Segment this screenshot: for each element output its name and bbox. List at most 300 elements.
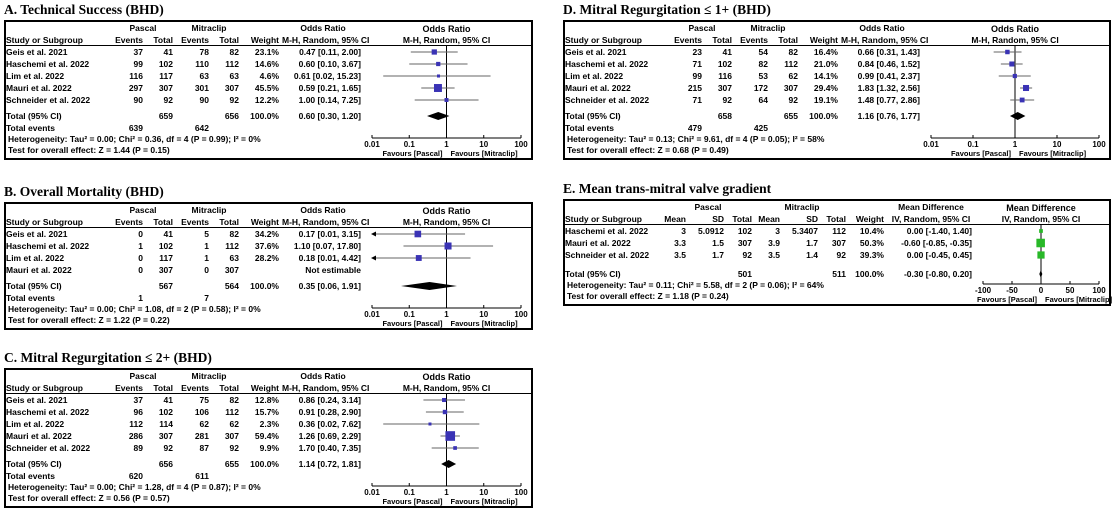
study-row-cell: 0 [204,265,209,275]
study-row-cell: Schneider et al. 2022 [6,443,91,453]
study-row-cell: 99 [133,59,143,69]
study-row-cell: 41 [163,229,173,239]
group-header-row-cell [849,201,887,213]
study-row-cell: 64 [758,95,768,105]
study-row-cell: 1.83 [1.32, 2.56] [857,83,920,93]
study-row-cell: 0.59 [0.21, 1.65] [298,83,361,93]
study-row-cell: 1.7 [806,238,818,248]
study-row-cell: 114 [159,419,173,429]
effect-square [415,231,422,238]
study-row-cell: 0.61 [0.02, 15.23] [293,71,361,81]
effect-square [428,423,431,426]
study-row-cell: 1 [204,241,209,251]
study-row-cell: Haschemi et al. 2022 [565,59,649,69]
total-row-cell: 656 [158,459,173,469]
panel-title-E: E. Mean trans-mitral valve gradient [563,181,772,196]
study-row-cell: 3.3 [674,238,686,248]
study-row-cell: 90 [133,95,143,105]
overall-effect-text: Test for overall effect: Z = 1.44 (P = 0.15) [8,145,170,155]
total-events-row-cell [242,292,282,304]
total-row-cell: 655 [224,459,239,469]
group-header-row-cell [565,22,669,34]
study-row-cell: 14.6% [254,59,279,69]
study-row-cell: Lim et al. 2022 [6,419,65,429]
effect-square [442,398,446,402]
total-row-cell [110,110,146,122]
study-row-cell: 71 [692,95,702,105]
study-row-cell: 4.6% [259,71,279,81]
group-header-row-cell: Odds Ratio [300,23,346,33]
study-row-cell: 50.3% [859,238,884,248]
column-header-row-cell: M-H, Random, 95% CI [282,383,370,393]
plot-method-header: M-H, Random, 95% CI [402,35,491,45]
study-row-cell: 5.3407 [792,226,818,236]
study-row-cell: 5 [204,229,209,239]
plot-method-header: M-H, Random, 95% CI [971,35,1059,45]
total-row-cell [661,268,689,280]
column-header-row-cell: Total [153,383,173,393]
study-row-cell: 82 [758,59,768,69]
total-row-cell: 100.0% [250,281,279,291]
panel-title-B: B. Overall Mortality (BHD) [4,184,164,199]
total-row-cell: 0.60 [0.30, 1.20] [298,111,361,121]
study-row-cell: 112 [225,241,239,251]
study-row-cell: 3.5 [768,250,780,260]
study-row-cell: 9.9% [259,443,279,453]
total-events-row-cell [282,292,364,304]
total-row-cell: 1.14 [0.72, 1.81] [298,459,361,469]
total-events-row-cell: 7 [204,293,209,303]
study-row-cell: 0.60 [0.10, 3.67] [298,59,361,69]
study-row-cell: 110 [195,59,209,69]
forest-panel-box-A [4,20,533,160]
study-row-cell: 1.7 [712,250,724,260]
group-header-row-cell [6,204,110,216]
summary-diamond [1039,270,1042,278]
study-row-cell: 1 [204,253,209,263]
axis-tick-label: 100 [514,140,528,149]
column-header-row-cell: Events [181,217,209,227]
axis-tick-label: 0.1 [403,310,415,319]
study-row-cell: 1.4 [806,250,818,260]
study-row-cell: 89 [133,443,143,453]
forest-plot [364,370,535,506]
study-row-cell: 0.86 [0.24, 3.14] [298,395,361,405]
study-row-cell: 116 [718,71,732,81]
favours-left-label: Favours [Pascal] [382,319,443,328]
plot-effect-header: Odds Ratio [422,24,471,34]
study-row-cell: 0.00 [-0.45, 0.45] [906,250,972,260]
study-row-cell: 99 [692,71,702,81]
study-row-cell: 0.84 [0.46, 1.52] [857,59,920,69]
study-row-cell: 75 [199,395,209,405]
effect-square [1005,50,1009,54]
study-row-cell: 2.3% [259,419,279,429]
study-row-cell: 12.8% [254,395,279,405]
column-header-row-cell: SD [712,214,724,224]
study-row-cell: 3 [775,226,780,236]
study-row-cell: 1.5 [712,238,724,248]
column-header-row-cell: Weight [809,35,838,45]
total-events-row-cell: 425 [753,123,768,133]
panel-A [4,2,533,160]
study-row-cell: 112 [784,59,798,69]
study-row-cell: 92 [229,95,239,105]
column-header-row-cell: Total [219,35,239,45]
study-row-cell: 112 [225,59,239,69]
group-header-row-cell: Odds Ratio [859,23,905,33]
study-row-cell: Mauri et al. 2022 [6,83,72,93]
column-header-row-cell: Events [181,383,209,393]
summary-diamond [1010,112,1025,120]
total-row-cell: 655 [783,111,798,121]
group-header-row-cell [242,22,282,34]
total-row-cell [689,268,727,280]
favours-left-label: Favours [Pascal] [976,295,1037,304]
column-header-row-cell: Events [674,35,702,45]
plot-method-header: M-H, Random, 95% CI [402,217,491,227]
column-header-row-cell: IV, Random, 95% CI [891,214,971,224]
study-row-cell: 19.1% [813,95,838,105]
column-header-row-cell: Total [826,214,846,224]
study-row-cell: 62 [199,419,209,429]
study-row-cell: 112 [225,407,239,417]
study-row-cell: 307 [158,265,173,275]
group-header-row-cell: Mean Difference [898,202,964,212]
study-row-cell: 116 [129,71,143,81]
total-row-cell [110,458,146,470]
column-header-row-cell: Study or Subgroup [6,217,83,227]
study-row-cell: Haschemi et al. 2022 [6,59,90,69]
favours-left-label: Favours [Pascal] [382,497,443,506]
summary-diamond [441,460,456,468]
study-row-cell: 92 [742,250,752,260]
total-events-row-cell: Total events [6,471,55,481]
study-row-cell: 0 [138,229,143,239]
group-header-row-cell: Pascal [129,205,157,215]
study-row-cell: 1.70 [0.40, 7.35] [298,443,361,453]
favours-left-label: Favours [Pascal] [950,149,1011,158]
effect-square [1020,98,1025,103]
total-events-row-cell: Total events [6,123,55,133]
panel-title-D: D. Mitral Regurgitation ≤ 1+ (BHD) [563,2,771,17]
total-events-row-cell: 620 [128,471,143,481]
study-row-cell: 82 [229,395,239,405]
study-row-cell: 307 [224,265,239,275]
study-row-cell: 14.1% [813,71,838,81]
total-events-row-cell: 611 [195,471,209,481]
study-row-cell: 102 [158,59,173,69]
study-row-cell: 102 [717,59,732,69]
study-row-cell: Lim et al. 2022 [6,253,65,263]
total-row-cell [176,458,212,470]
group-header-row-cell [565,201,661,213]
study-row-cell: 21.0% [813,59,838,69]
heterogeneity-text: Heterogeneity: Tau² = 0.00; Chi² = 1.08, df = 2 (P = 0.58); I² = 0% [8,304,261,314]
total-events-row-cell [146,470,176,482]
panel-E [563,181,1111,306]
column-header-row-cell: Total [732,214,752,224]
favours-right-label: Favours [Mitraclip] [1045,295,1113,304]
study-row-cell: 71 [692,59,702,69]
study-row-cell: 41 [163,47,173,57]
study-row-cell: 1.10 [0.07, 17.80] [293,241,361,251]
total-row-cell [755,268,783,280]
total-events-row-cell [212,122,242,134]
group-header-row-cell [6,22,110,34]
study-row-cell: 82 [229,47,239,57]
study-row-cell: Not estimable [305,265,361,275]
study-row-cell: 23.1% [254,47,279,57]
column-header-row-cell: Study or Subgroup [565,35,642,45]
effect-square [443,410,447,414]
study-row-cell: 117 [159,71,173,81]
favours-right-label: Favours [Mitraclip] [450,319,518,328]
total-row-cell: 511 [832,269,846,279]
group-header-row-cell: Mitraclip [750,23,786,33]
total-row-cell: 659 [158,111,173,121]
study-row-cell: Haschemi et al. 2022 [565,226,649,236]
study-row-cell: 37.6% [254,241,279,251]
column-header-row-cell: Total [153,35,173,45]
total-events-row-cell [705,122,735,134]
plot-effect-header: Odds Ratio [422,372,471,382]
total-events-row-cell [242,470,282,482]
total-row-cell [783,268,821,280]
column-header-row-cell: Weight [250,217,279,227]
study-row-cell: 92 [163,443,173,453]
axis-tick-label: 100 [514,488,528,497]
heterogeneity-text: Heterogeneity: Tau² = 0.13; Chi² = 9.61, df = 4 (P = 0.05); I² = 58% [567,134,825,144]
group-header-row-cell: Pascal [129,23,157,33]
column-header-row-cell: SD [806,214,818,224]
total-events-row-cell [212,470,242,482]
axis-tick-label: 10 [479,140,489,149]
axis-tick-label: 10 [479,310,489,319]
study-row-cell: 23 [692,47,702,57]
effect-square [437,74,440,77]
favours-left-label: Favours [Pascal] [382,149,443,158]
forest-plot [975,201,1113,304]
study-row-cell: 3.9 [768,238,780,248]
study-row-cell: 102 [158,241,173,251]
favours-right-label: Favours [Mitraclip] [450,149,518,158]
column-header-row-cell: M-H, Random, 95% CI [841,35,929,45]
study-row-cell: 92 [722,95,732,105]
study-row-cell: 0.36 [0.02, 7.62] [298,419,361,429]
axis-tick-label: 0 [1038,286,1044,295]
heterogeneity-text: Heterogeneity: Tau² = 0.11; Chi² = 5.58, df = 2 (P = 0.06); I² = 64% [567,280,824,290]
study-row-cell [242,264,282,276]
total-row-cell: 564 [224,281,239,291]
study-row-cell: Geis et al. 2021 [6,47,68,57]
axis-tick-label: 0.1 [403,488,415,497]
study-row-cell: 41 [163,395,173,405]
study-row-cell: 34.2% [254,229,279,239]
favours-right-label: Favours [Mitraclip] [450,497,518,506]
study-row-cell: 1.48 [0.77, 2.86] [857,95,920,105]
study-row-cell: 117 [159,253,173,263]
column-header-row-cell: Total [219,383,239,393]
effect-square [453,446,457,450]
total-events-row-cell [212,292,242,304]
study-row-cell: 0.00 [-1.40, 1.40] [906,226,972,236]
axis-tick-label: 100 [514,310,528,319]
study-row-cell: 39.3% [859,250,884,260]
study-row-cell: Mauri et al. 2022 [565,238,631,248]
total-events-row-cell [146,122,176,134]
study-row-cell: 54 [758,47,768,57]
total-row-cell: 501 [737,269,752,279]
study-row-cell: 172 [753,83,768,93]
axis-tick-label: 0.01 [923,140,939,149]
total-row-cell: 656 [224,111,239,121]
study-row-cell: Schneider et al. 2022 [565,95,650,105]
axis-tick-label: 1 [444,310,449,319]
study-row-cell: 102 [737,226,752,236]
study-row-cell: 87 [199,443,209,453]
study-row-cell: 82 [788,47,798,57]
study-row-cell: 10.4% [859,226,884,236]
study-row-cell: 307 [224,83,239,93]
study-row-cell: 59.4% [254,431,279,441]
total-row-cell: Total (95% CI) [6,111,62,121]
axis-tick-label: 100 [1092,286,1106,295]
plot-method-header: IV, Random, 95% CI [1001,214,1081,224]
total-events-row-cell [282,470,364,482]
column-header-row-cell: Total [219,217,239,227]
total-row-cell [176,110,212,122]
column-header-row-cell: Mean [758,214,780,224]
study-row-cell: 307 [158,431,173,441]
column-header-row-cell: Total [712,35,732,45]
study-row-cell: 106 [194,407,209,417]
study-row-cell: 112 [832,226,846,236]
study-row-cell: 82 [229,229,239,239]
study-row-cell: Mauri et al. 2022 [6,431,72,441]
column-header-row-cell: Events [115,217,143,227]
axis-tick-label: 1 [444,140,449,149]
column-header-row-cell: Study or Subgroup [565,214,642,224]
total-row-cell: 1.16 [0.76, 1.77] [857,111,920,121]
effect-square [434,84,442,92]
study-row-cell: 15.7% [254,407,279,417]
column-header-row-cell: Study or Subgroup [6,383,83,393]
study-row-cell: 0.99 [0.41, 2.37] [857,71,920,81]
study-row-cell: 92 [836,250,846,260]
overall-effect-text: Test for overall effect: Z = 1.18 (P = 0.24) [567,291,729,301]
study-row-cell: 63 [229,71,239,81]
total-row-cell: 658 [717,111,732,121]
total-row-cell: 100.0% [809,111,838,121]
study-row-cell: Schneider et al. 2022 [565,250,650,260]
study-row-cell: Mauri et al. 2022 [6,265,72,275]
total-row-cell [735,110,771,122]
study-row-cell: 28.2% [254,253,279,263]
study-row-cell: 286 [128,431,143,441]
study-row-cell: Lim et al. 2022 [6,71,65,81]
study-row-cell: 5.0912 [698,226,724,236]
group-header-row-cell: Odds Ratio [300,371,346,381]
study-row-cell: 16.4% [813,47,838,57]
total-row-cell: 100.0% [250,459,279,469]
panel-B [4,184,533,330]
total-events-row-cell: 642 [194,123,209,133]
total-events-row-cell: 479 [687,123,702,133]
axis-tick-label: 100 [1092,140,1106,149]
study-row-cell: 96 [133,407,143,417]
ci-arrow-left-icon [371,232,376,237]
study-row-cell: Haschemi et al. 2022 [6,407,90,417]
total-row-cell: Total (95% CI) [565,269,621,279]
effect-square [445,431,455,441]
study-row-cell: 0.17 [0.01, 3.15] [298,229,361,239]
effect-square [1023,85,1029,91]
study-row-cell: 37 [133,47,143,57]
group-header-row-cell: Pascal [129,371,157,381]
study-row-cell: 307 [224,431,239,441]
study-row-cell: 0.91 [0.28, 2.90] [298,407,361,417]
study-row-cell: 0 [138,253,143,263]
total-events-row-cell: Total events [6,293,55,303]
column-header-row-cell: Total [778,35,798,45]
axis-tick-label: -50 [1006,286,1018,295]
study-row-cell: Geis et al. 2021 [6,229,68,239]
forest-panel-box-B [4,202,533,330]
column-header-row-cell: Events [115,35,143,45]
study-row-cell: 0.66 [0.31, 1.43] [857,47,920,57]
study-row-cell: Lim et al. 2022 [565,71,624,81]
total-events-row-cell: Total events [565,123,614,133]
column-header-row-cell: Events [740,35,768,45]
forest-plot [923,22,1113,158]
study-row-cell: 62 [229,419,239,429]
total-row-cell: 100.0% [855,269,884,279]
total-events-row-cell [146,292,176,304]
axis-tick-label: 1 [1012,140,1018,149]
study-row-cell: 92 [229,443,239,453]
effect-square [432,49,437,54]
column-header-row-cell: Weight [250,35,279,45]
group-header-row-cell: Mitraclip [191,371,227,381]
study-row-cell: 45.5% [254,83,279,93]
total-events-row-cell [841,122,923,134]
axis-tick-label: 1 [444,488,449,497]
study-row-cell: 0.18 [0.01, 4.42] [298,253,361,263]
study-row-cell: Geis et al. 2021 [6,395,68,405]
study-row-cell: 92 [788,95,798,105]
favours-right-label: Favours [Mitraclip] [1019,149,1087,158]
study-row-cell: 281 [194,431,209,441]
total-row-cell: Total (95% CI) [6,459,62,469]
effect-square [416,255,422,261]
column-header-row-cell: Mean [664,214,686,224]
study-row-cell: 297 [128,83,143,93]
study-row-cell: 78 [199,47,209,57]
study-row-cell: -0.60 [-0.85, -0.35] [901,238,972,248]
summary-diamond [401,282,457,290]
total-events-row-cell [242,122,282,134]
effect-square [1037,251,1044,258]
overall-effect-text: Test for overall effect: Z = 0.56 (P = 0.57) [8,493,170,503]
column-header-row-cell: Weight [250,383,279,393]
study-row-cell: 1.00 [0.14, 7.25] [298,95,361,105]
total-row-cell: 100.0% [250,111,279,121]
column-header-row-cell: M-H, Random, 95% CI [282,217,370,227]
total-events-row-cell [282,122,364,134]
panel-D [563,2,1111,160]
study-row-cell: 307 [737,238,752,248]
